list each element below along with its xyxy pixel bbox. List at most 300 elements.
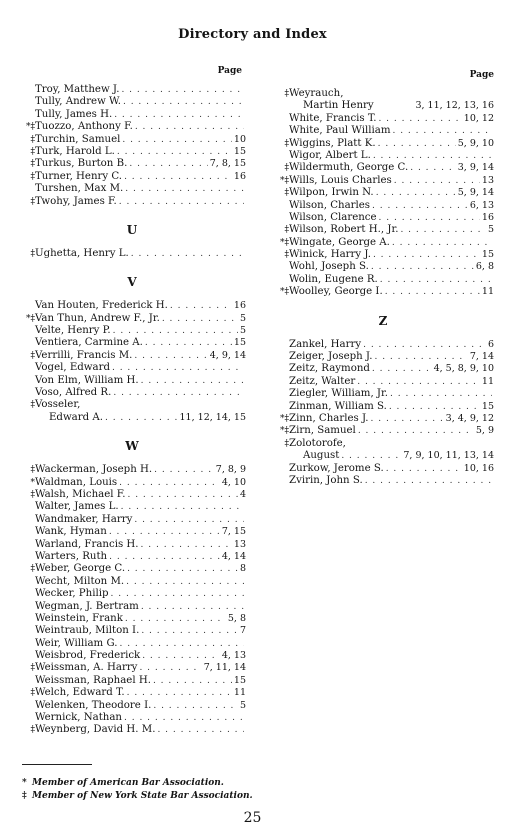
entry-pages: 11: [481, 286, 494, 298]
entry-name: August: [303, 450, 340, 462]
entry-name: Edward A.: [49, 411, 103, 423]
index-entry: [18, 313, 246, 325]
entry-pages: 15: [481, 249, 494, 261]
index-entry: [18, 526, 246, 538]
dot-leader: [141, 539, 232, 551]
index-entry: [18, 171, 246, 183]
entry-name: Wilpon, Irwin N.: [289, 187, 374, 199]
entry-pages: 10: [233, 133, 246, 145]
index-entry: [18, 121, 246, 133]
entry-pages: 3, 9, 14: [457, 162, 494, 174]
entry-name: Warters, Ruth: [35, 550, 108, 562]
entry-name: Weissman, A. Harry: [35, 662, 138, 674]
membership-mark: *‡: [26, 122, 35, 133]
entry-pages: 7: [239, 625, 246, 637]
page-title: Directory and Index: [178, 27, 327, 42]
page-column-header: Page: [469, 70, 494, 80]
dot-leader: [112, 362, 244, 374]
entry-name: Weinstein, Frank: [35, 612, 123, 624]
entry-name: Wecht, Milton M.: [35, 575, 125, 587]
membership-mark: *‡: [280, 287, 289, 298]
index-entry: [18, 489, 246, 501]
entry-name: Weber, George C.: [35, 563, 126, 575]
membership-mark: ‡: [284, 163, 289, 174]
index-entry: [272, 463, 494, 475]
index-entry: [18, 146, 246, 158]
index-entry: [272, 175, 494, 187]
entry-pages: 11: [233, 687, 246, 699]
entry-list: [18, 248, 246, 260]
entry-pages: 5: [239, 325, 246, 337]
entry-pages: 7, 15: [221, 526, 246, 538]
index-entry: [18, 712, 246, 724]
entry-name: White, Francis T.: [289, 112, 377, 124]
footnote-text: Member of American Bar Association.: [32, 778, 224, 788]
membership-mark: ‡: [284, 138, 289, 149]
entry-pages: 13: [481, 174, 494, 186]
entry-name: White, Paul William: [289, 125, 391, 137]
index-entry: [18, 412, 246, 424]
membership-mark: *‡: [280, 426, 289, 437]
index-entry: [18, 196, 246, 208]
entry-pages: 7, 14: [469, 351, 494, 363]
entry-name: Zurkow, Jerome S.: [289, 462, 384, 474]
dot-leader: [372, 200, 468, 212]
entry-name: Verrilli, Francis M.: [35, 349, 133, 361]
index-entry: [272, 438, 494, 450]
entry-name: Zolotorofe,: [289, 437, 346, 449]
entry-pages: 5, 8: [227, 612, 246, 624]
section-heading-w: W: [125, 439, 139, 454]
dot-leader: [119, 477, 220, 489]
entry-name: Von Elm, William H.: [35, 374, 139, 386]
entry-name: Turchin, Samuel: [35, 133, 121, 145]
entry-name: Wandmaker, Harry: [35, 513, 133, 525]
index-entry: [18, 687, 246, 699]
entry-name: Turk, Harold L.: [35, 145, 115, 157]
index-entry: [18, 362, 246, 374]
entry-pages: 16: [233, 170, 246, 182]
dot-leader: [119, 638, 244, 650]
entry-pages: 5: [239, 312, 246, 324]
index-entry: [272, 224, 494, 236]
membership-mark: *: [30, 477, 35, 488]
membership-mark: ‡: [30, 725, 35, 736]
dot-leader: [153, 675, 232, 687]
entry-name: Wank, Hyman: [35, 526, 107, 538]
entry-name: Turner, Henry C.: [35, 170, 123, 182]
entry-name: Zeitz, Raymond: [289, 363, 370, 375]
index-entry: [18, 477, 246, 489]
index-entry: [18, 183, 246, 195]
index-entry: [18, 576, 246, 588]
entry-name: Wiggins, Platt K.: [289, 137, 376, 149]
index-entry: [18, 700, 246, 712]
index-entry: [18, 350, 246, 362]
entry-name: Wolin, Eugene R.: [289, 273, 378, 285]
left-column: [18, 66, 246, 737]
entry-pages: 13: [233, 538, 246, 550]
entry-pages: 15: [233, 145, 246, 157]
entry-pages: 6, 13: [469, 199, 494, 211]
section-heading-u: U: [126, 222, 138, 237]
entry-name: Walsh, Michael F.: [35, 488, 126, 500]
dot-leader: [127, 489, 237, 501]
index-entry: [272, 100, 494, 112]
dot-leader: [365, 475, 492, 487]
dot-leader: [135, 121, 244, 133]
entry-pages: 5: [239, 699, 246, 711]
entry-pages: 15: [233, 337, 246, 349]
index-entry: [272, 138, 494, 150]
dot-leader: [154, 464, 214, 476]
index-entry: [272, 125, 494, 137]
dot-leader: [410, 162, 456, 174]
entry-name: Wackerman, Joseph H.: [35, 464, 153, 476]
dot-leader: [380, 274, 492, 286]
entry-pages: 11, 12, 14, 15: [179, 411, 246, 423]
entry-pages: 3, 4, 9, 12: [445, 412, 494, 424]
dot-leader: [134, 514, 244, 526]
index-entry: [18, 96, 246, 108]
dot-leader: [109, 551, 220, 563]
entry-name: Ziegler, William, Jr.: [289, 388, 389, 400]
entry-pages: 4, 14: [221, 550, 246, 562]
entry-name: Zeitz, Walter: [289, 375, 356, 387]
entry-name: Tully, Andrew W.: [35, 96, 121, 108]
entry-pages: 4, 13: [221, 650, 246, 662]
index-entry: [18, 501, 246, 513]
entry-list: [18, 464, 246, 737]
entry-pages: 3, 11, 12, 13, 16: [415, 100, 494, 112]
index-entry: [272, 261, 494, 273]
footnote-mark: ‡: [22, 791, 27, 801]
dot-leader: [153, 700, 238, 712]
entry-name: Waldman, Louis: [35, 476, 118, 488]
index-entry: [272, 339, 494, 351]
entry-name: Weir, William G.: [35, 637, 118, 649]
index-entry: [272, 388, 494, 400]
entry-name: Van Houten, Frederick H.: [35, 300, 168, 312]
entry-pages: 4, 9, 14: [209, 349, 246, 361]
entry-name: Weisbrod, Frederick: [35, 650, 141, 662]
membership-mark: ‡: [284, 438, 289, 449]
dot-leader: [121, 84, 244, 96]
entry-name: Voso, Alfred R.: [35, 387, 112, 399]
entry-pages: 4, 5, 8, 9, 10: [433, 363, 494, 375]
dot-leader: [125, 183, 244, 195]
entry-name: Vogel, Edward: [35, 362, 110, 374]
dot-leader: [113, 325, 238, 337]
dot-leader: [341, 450, 401, 462]
membership-mark: ‡: [30, 159, 35, 170]
index-entry: [18, 387, 246, 399]
membership-mark: ‡: [30, 248, 35, 259]
dot-leader: [390, 388, 492, 400]
entry-list: [272, 339, 494, 488]
dot-leader: [379, 212, 480, 224]
section-heading-v: V: [127, 275, 137, 290]
dot-leader: [145, 337, 232, 349]
entry-name: Weynberg, David H. M.: [35, 724, 156, 736]
dot-leader: [129, 158, 207, 170]
index-entry: [272, 401, 494, 413]
index-entry: [18, 325, 246, 337]
entry-pages: 7, 8, 9: [215, 464, 246, 476]
dot-leader: [141, 601, 244, 613]
entry-list: [18, 84, 246, 208]
entry-name: Wingate, George A.: [289, 236, 390, 248]
dot-leader: [358, 425, 474, 437]
right-column: [272, 70, 494, 487]
entry-name: Weintraub, Milton I.: [35, 625, 140, 637]
index-entry: [18, 662, 246, 674]
footnote-text: Member of New York State Bar Association.: [32, 791, 253, 801]
entry-pages: 4: [239, 488, 246, 500]
index-entry: [272, 150, 494, 162]
dot-leader: [157, 724, 244, 736]
index-entry: [272, 274, 494, 286]
index-entry: [272, 351, 494, 363]
membership-mark: *‡: [26, 313, 35, 324]
entry-name: Vosseler,: [35, 399, 81, 411]
section-heading-z: Z: [378, 313, 388, 328]
entry-name: Wilson, Charles: [289, 199, 371, 211]
entry-name: Turkus, Burton B.: [35, 158, 128, 170]
entry-name: Wegman, J. Bertram: [35, 600, 139, 612]
dot-leader: [114, 109, 244, 121]
entry-pages: 11: [481, 375, 494, 387]
index-entry: [18, 514, 246, 526]
membership-mark: ‡: [30, 663, 35, 674]
dot-leader: [111, 588, 244, 600]
dot-leader: [371, 261, 474, 273]
entry-name: Turshen, Max M.: [35, 183, 124, 195]
membership-mark: ‡: [30, 134, 35, 145]
entry-pages: 7, 9, 10, 11, 13, 14: [403, 450, 494, 462]
dot-leader: [389, 401, 480, 413]
page-number: 25: [243, 810, 262, 826]
entry-name: Twohy, James F.: [35, 195, 117, 207]
entry-name: Wilson, Clarence: [289, 211, 377, 223]
index-entry: [272, 162, 494, 174]
entry-pages: 10, 16: [463, 462, 494, 474]
entry-name: Woolley, George I.: [289, 286, 383, 298]
dot-leader: [134, 350, 207, 362]
dot-leader: [117, 146, 232, 158]
dot-leader: [113, 387, 244, 399]
membership-mark: *‡: [280, 413, 289, 424]
index-entry: [18, 158, 246, 170]
dot-leader: [363, 339, 486, 351]
entry-pages: 7, 8, 15: [209, 158, 246, 170]
entry-name: Wohl, Joseph S.: [289, 261, 369, 273]
footnotes: [22, 777, 253, 803]
entry-name: Welenken, Theodore I.: [35, 699, 152, 711]
entry-name: Winick, Harry J.: [289, 249, 371, 261]
index-entry: [18, 650, 246, 662]
dot-leader: [141, 625, 238, 637]
entry-name: Van Thun, Andrew F., Jr.: [35, 312, 160, 324]
dot-leader: [109, 526, 220, 538]
dot-leader: [142, 650, 220, 662]
dot-leader: [170, 300, 232, 312]
entry-pages: 16: [481, 211, 494, 223]
dot-leader: [119, 196, 244, 208]
entry-pages: 5, 9, 10: [457, 137, 494, 149]
dot-leader: [374, 351, 467, 363]
dot-leader: [378, 138, 456, 150]
dot-leader: [126, 576, 244, 588]
footnote-nysba: [22, 790, 253, 803]
membership-mark: ‡: [30, 171, 35, 182]
index-entry: [272, 187, 494, 199]
dot-leader: [385, 286, 480, 298]
footnote-rule: [22, 764, 92, 765]
index-entry: [272, 425, 494, 437]
index-entry: [18, 300, 246, 312]
entry-name: Wills, Louis Charles: [289, 174, 392, 186]
entry-name: Zinman, William S.: [289, 400, 387, 412]
dot-leader: [127, 687, 232, 699]
entry-pages: 5, 9: [475, 425, 494, 437]
index-entry: [272, 88, 494, 100]
entry-pages: 7, 11, 14: [203, 662, 246, 674]
dot-leader: [357, 376, 480, 388]
entry-pages: 5: [487, 224, 494, 236]
dot-leader: [162, 313, 238, 325]
dot-leader: [386, 463, 462, 475]
index-entry: [272, 475, 494, 487]
dot-leader: [122, 134, 232, 146]
index-entry: [272, 249, 494, 261]
membership-mark: ‡: [30, 688, 35, 699]
dot-leader: [372, 363, 432, 375]
membership-mark: ‡: [30, 350, 35, 361]
dot-leader: [125, 613, 226, 625]
page-column-header: Page: [217, 66, 242, 76]
dot-leader: [371, 413, 444, 425]
index-entry: [18, 337, 246, 349]
entry-pages: 10, 12: [463, 112, 494, 124]
index-entry: [18, 134, 246, 146]
entry-pages: 6: [487, 338, 494, 350]
index-entry: [18, 563, 246, 575]
entry-pages: 6, 8: [475, 261, 494, 273]
index-entry: [272, 450, 494, 462]
index-entry: [18, 551, 246, 563]
membership-mark: ‡: [30, 489, 35, 500]
entry-name: Walter, James L.: [35, 501, 119, 513]
dot-leader: [123, 96, 244, 108]
index-entry: [272, 286, 494, 298]
index-entry: [18, 248, 246, 260]
entry-name: Welch, Edward T.: [35, 687, 125, 699]
dot-leader: [376, 187, 456, 199]
membership-mark: ‡: [284, 250, 289, 261]
entry-pages: 4, 10: [221, 476, 246, 488]
dot-leader: [378, 113, 461, 125]
entry-name: Zirn, Samuel: [289, 425, 356, 437]
membership-mark: ‡: [30, 564, 35, 575]
entry-name: Zeiger, Joseph J.: [289, 351, 373, 363]
entry-name: Ughetta, Henry L.: [35, 247, 129, 259]
entry-name: Troy, Matthew J.: [35, 84, 120, 95]
index-entry: [18, 613, 246, 625]
dot-leader: [392, 237, 492, 249]
dot-leader: [121, 501, 244, 513]
entry-name: Wernick, Nathan: [35, 712, 122, 724]
entry-name: Warland, Francis H.: [35, 538, 139, 550]
entry-name: Ventiera, Carmine A.: [35, 337, 143, 349]
index-entry: [18, 375, 246, 387]
dot-leader: [105, 412, 178, 424]
membership-mark: *‡: [280, 237, 289, 248]
dot-leader: [124, 171, 232, 183]
entry-name: Wilson, Robert H., Jr.: [289, 224, 399, 236]
entry-pages: 16: [233, 300, 246, 312]
index-entry: [272, 376, 494, 388]
index-entry: [272, 212, 494, 224]
entry-name: Zankel, Harry: [289, 338, 362, 350]
entry-name: Wildermuth, George C.: [289, 162, 409, 174]
dot-leader: [127, 563, 238, 575]
index-entry: [18, 399, 246, 411]
dot-leader: [373, 150, 492, 162]
entry-name: Zvirin, John S.: [289, 474, 363, 486]
dot-leader: [392, 125, 492, 137]
membership-mark: ‡: [284, 89, 289, 99]
entry-name: Weissman, Raphael H.: [35, 674, 151, 686]
entry-pages: 15: [233, 674, 246, 686]
footnote-aba: [22, 777, 253, 790]
index-entry: [18, 724, 246, 736]
index-entry: [18, 464, 246, 476]
entry-name: Tuozzo, Anthony F.: [35, 121, 133, 133]
membership-mark: ‡: [284, 225, 289, 236]
membership-mark: *‡: [280, 175, 289, 186]
index-entry: [18, 638, 246, 650]
index-entry: [18, 675, 246, 687]
entry-name: Weyrauch,: [289, 88, 344, 99]
membership-mark: ‡: [30, 400, 35, 411]
membership-mark: ‡: [30, 465, 35, 476]
entry-name: Tully, James H.: [35, 108, 113, 120]
entry-name: Velte, Henry P.: [35, 325, 111, 337]
entry-name: Martin Henry: [303, 100, 374, 112]
index-entry: [18, 109, 246, 121]
entry-name: Wecker, Philip: [35, 588, 109, 600]
index-entry: [18, 625, 246, 637]
entry-name: Wigor, Albert L.: [289, 149, 371, 161]
entry-list: [18, 300, 246, 424]
entry-list: [272, 88, 494, 299]
membership-mark: ‡: [30, 146, 35, 157]
index-entry: [272, 363, 494, 375]
entry-pages: 5, 9, 14: [457, 187, 494, 199]
dot-leader: [124, 712, 244, 724]
dot-leader: [139, 662, 201, 674]
entry-name: Zinn, Charles J.: [289, 412, 369, 424]
dot-leader: [141, 375, 244, 387]
index-entry: [272, 200, 494, 212]
index-entry: [18, 588, 246, 600]
dot-leader: [400, 224, 486, 236]
dot-leader: [131, 248, 244, 260]
index-entry: [18, 539, 246, 551]
index-entry: [18, 601, 246, 613]
membership-mark: ‡: [30, 196, 35, 207]
